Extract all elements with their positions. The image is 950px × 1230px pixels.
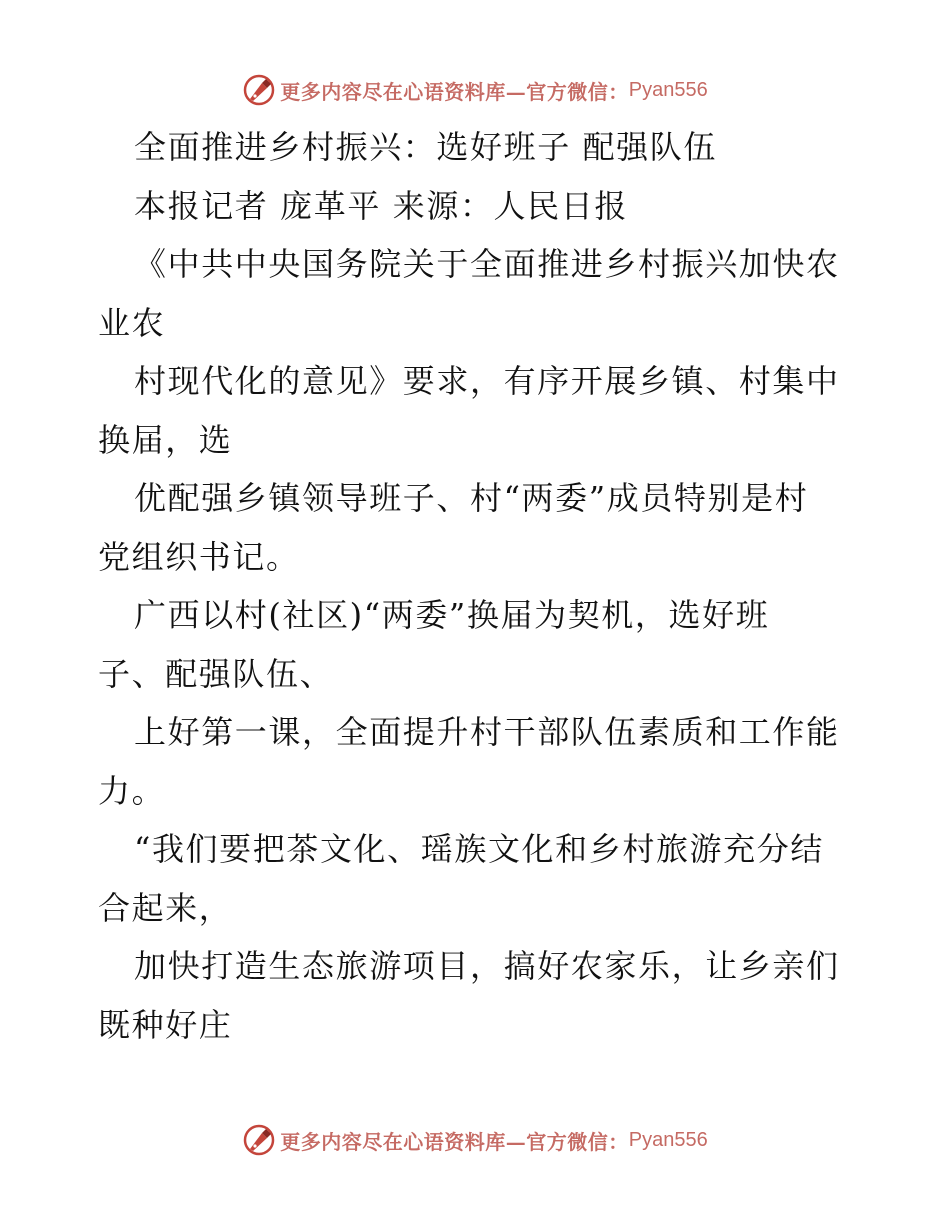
paragraph-line: 既种好庄	[98, 1005, 233, 1044]
paragraph-line: 上好第一课，全面提升村干部队伍素质和工作能	[134, 713, 840, 751]
paragraph-line: 换届，选	[98, 420, 233, 459]
header-banner	[0, 70, 950, 110]
paragraph-line: 优配强乡镇领导班子、村“两委”成员特别是村	[134, 479, 809, 517]
paragraph-line: 加快打造生态旅游项目，搞好农家乐，让乡亲们	[134, 947, 840, 985]
paragraph-line: 力。	[98, 771, 166, 810]
paragraph-line: 《中共中央国务院关于全面推进乡村振兴加快农	[134, 245, 840, 283]
header-wechat-id: Pyan556	[628, 78, 708, 101]
paragraph-line: 子、配强队伍、	[98, 654, 334, 693]
footer-wechat-id: Pyan556	[628, 1128, 708, 1151]
pen-nib-logo-icon	[242, 1123, 276, 1157]
document-byline: 本报记者 庞革平 来源：人民日报	[134, 186, 628, 225]
pen-nib-logo-icon	[242, 73, 276, 107]
document-body	[98, 118, 858, 1054]
paragraph-line: 业农	[98, 303, 166, 342]
document-title: 全面推进乡村振兴：选好班子 配强队伍	[134, 128, 717, 166]
footer-banner-text: 更多内容尽在心语资料库—官方微信：	[280, 1129, 629, 1154]
paragraph-line: 合起来，	[98, 888, 233, 927]
footer-banner	[0, 1120, 950, 1160]
paragraph-line: 广西以村(社区)“两委”换届为契机，选好班	[134, 596, 770, 634]
paragraph-line: 村现代化的意见》要求，有序开展乡镇、村集中	[134, 362, 840, 400]
paragraph-line: “我们要把茶文化、瑶族文化和乡村旅游充分结	[134, 830, 824, 868]
paragraph-line: 党组织书记。	[98, 537, 300, 576]
header-banner-text: 更多内容尽在心语资料库—官方微信：	[280, 79, 629, 104]
